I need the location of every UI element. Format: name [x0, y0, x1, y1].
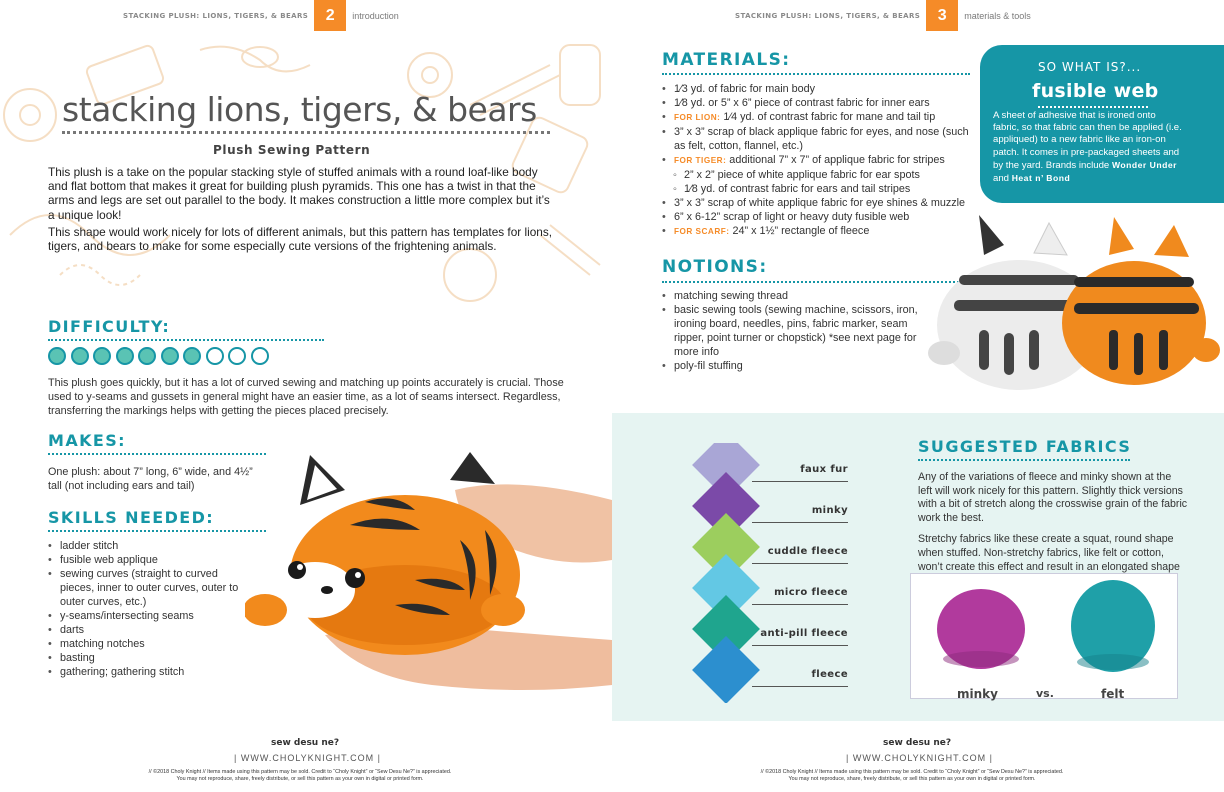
difficulty-circle [48, 347, 66, 365]
difficulty-circle [251, 347, 269, 365]
swatch-label: faux fur [800, 464, 848, 475]
material-tag: FOR TIGER: [674, 156, 727, 165]
callout-description [993, 110, 1183, 185]
difficulty-circle [116, 347, 134, 365]
brand-logo: sew desu ne? [271, 738, 340, 748]
material-item [662, 82, 972, 96]
heading-dotline [48, 453, 266, 455]
material-item [662, 168, 972, 182]
difficulty-circle [161, 347, 179, 365]
stuffing-comparison [910, 573, 1178, 699]
title-underline [62, 131, 550, 134]
skills-list [48, 539, 248, 679]
material-item [662, 153, 972, 168]
material-tag: FOR LION: [674, 113, 721, 122]
skill-item: • fusible web applique [48, 553, 248, 567]
website-url: | WWW.CHOLYKNIGHT.COM | [234, 753, 382, 763]
swatch-leader-line [752, 686, 848, 687]
callout-term: fusible web [1032, 80, 1159, 102]
legal-line: // ©2018 Choly Knight // Items made using this pattern may be sold. Credit to “Choly Knight” or “Sew Desu Ne?” is appreciated. [148, 769, 452, 775]
fabric-swatches [682, 443, 772, 703]
heading-dotline [662, 73, 970, 75]
fabrics-paragraph: Stretchy fabrics like these create a squat, round shape when stuffed. Non-stretchy fabrics, like felt or cotton, won’t create this effect and result in an elongated shape [918, 533, 1180, 573]
material-text: 1⁄8 yd. or 5” x 6” piece of contrast fabric for inner ears [674, 97, 930, 109]
vs-label: vs. [1036, 687, 1054, 700]
callout-question: SO WHAT IS?... [1038, 60, 1142, 74]
series-title: STACKING PLUSH: LIONS, TIGERS, & BEARS [123, 12, 309, 20]
material-text: 1⁄3 yd. of fabric for main body [674, 83, 816, 95]
notions-heading: NOTIONS: [662, 257, 768, 277]
skill-item: • y-seams/intersecting seams [48, 609, 248, 623]
swatch-label: cuddle fleece [767, 546, 848, 557]
notion-item: • basic sewing tools (sewing machine, scissors, iron, ironing board, needles, pins, fabric marker, seam ripper, point turner or chopstick) *see next page for more info [662, 303, 927, 359]
legal-line: // ©2018 Choly Knight // Items made using this pattern may be sold. Credit to “Choly Knight” or “Sew Desu Ne?” is appreciated. [760, 769, 1064, 775]
heading-dotline [918, 459, 1130, 461]
swatch-leader-line [752, 481, 848, 482]
material-text: 1⁄8 yd. of contrast fabric for ears and tail stripes [684, 183, 911, 195]
material-text: 2” x 2” piece of white applique fabric for ear spots [684, 169, 920, 181]
material-item [662, 110, 972, 125]
material-text: additional 7” x 7” of applique fabric for stripes [726, 154, 945, 166]
legal-line: You may not reproduce, share, freely distribute, or sell this pattern as your own in digital or printed form. [176, 776, 424, 782]
page-header [123, 0, 399, 31]
material-tag: FOR SCARF: [674, 227, 730, 236]
brand-name: Wonder Under [1111, 159, 1177, 170]
brand-logo: sew desu ne? [883, 738, 952, 748]
material-item [662, 182, 972, 196]
skill-item: • matching notches [48, 637, 248, 651]
difficulty-circle [71, 347, 89, 365]
felt-label: felt [1101, 687, 1125, 701]
comparison-balls [911, 574, 1179, 700]
swatch-leader-line [752, 645, 848, 646]
makes-text: One plush: about 7” long, 6” wide, and 4½” tall (not including ears and tail) [48, 466, 253, 492]
stacked-plush-photo [924, 205, 1224, 405]
swatch-leader-line [752, 604, 848, 605]
minky-label: minky [957, 687, 998, 701]
materials-heading: MATERIALS: [662, 50, 791, 70]
difficulty-circle [183, 347, 201, 365]
material-text: 3” x 3” scrap of white applique fabric for eye shines & muzzle [674, 197, 966, 209]
right-page [612, 0, 1224, 792]
legal-line: You may not reproduce, share, freely distribute, or sell this pattern as your own in digital or printed form. [788, 776, 1036, 782]
intro-text [48, 165, 558, 256]
heading-dotline [48, 530, 266, 532]
skill-item: • darts [48, 623, 248, 637]
website-url: | WWW.CHOLYKNIGHT.COM | [846, 753, 994, 763]
callout-text: A sheet of adhesive that is ironed onto fabric, so that fabric can then be applied (i.e. appliqued) to a new fabric like an iron-on patch. It comes in pre-packaged sheets and by the yard. Brands include [993, 110, 1182, 171]
fabrics-paragraph: Any of the variations of fleece and minky shown at the left will work nicely for this pattern. Slightly thick versions with a bit of stretch along the crosswise grain of the fabric work the best. [918, 471, 1188, 524]
swatch-label: anti-pill fleece [760, 628, 848, 639]
swatch-leader-line [752, 563, 848, 564]
swatch-label: fleece [811, 669, 848, 680]
series-title: STACKING PLUSH: LIONS, TIGERS, & BEARS [735, 12, 921, 20]
skill-item: • gathering; gathering stitch [48, 665, 248, 679]
material-text: 3” x 3” scrap of black applique fabric for eyes, and nose (such as felt, cotton, flannel, etc.) [674, 126, 969, 152]
page-number: 3 [926, 0, 958, 31]
skills-heading: SKILLS NEEDED: [48, 508, 215, 527]
legal-notice [692, 769, 1132, 783]
material-text: 1⁄4 yd. of contrast fabric for mane and tail tip [720, 111, 936, 123]
difficulty-circle [206, 347, 224, 365]
difficulty-heading: DIFFICULTY: [48, 317, 171, 336]
makes-heading: MAKES: [48, 431, 126, 450]
page-number: 2 [314, 0, 346, 31]
callout-dotline [1038, 106, 1148, 108]
section-name: introduction [352, 11, 399, 21]
heading-dotline [48, 339, 324, 341]
difficulty-circle [228, 347, 246, 365]
material-item [662, 96, 972, 110]
so-what-is-callout [980, 45, 1224, 203]
callout-text: and [993, 173, 1012, 185]
notion-item: • matching sewing thread [662, 289, 927, 303]
swatch-label: micro fleece [774, 587, 848, 598]
difficulty-circle [93, 347, 111, 365]
material-text: 6” x 6-12” scrap of light or heavy duty fusible web [674, 211, 910, 223]
pattern-title: stacking lions, tigers, & bears [62, 90, 537, 129]
material-text: 24” x 1½” rectangle of fleece [729, 225, 870, 237]
tiger-plush-photo [245, 430, 612, 700]
suggested-fabrics-panel [612, 413, 1224, 721]
pattern-subtitle: Plush Sewing Pattern [213, 143, 371, 157]
skill-item: • sewing curves (straight to curved pieces, inner to outer curves, outer to outer curves, etc.) [48, 567, 248, 609]
intro-paragraph: This shape would work nicely for lots of different animals, but this pattern has templates for lions, tigers, and bears to make for some especially cute versions of the frightening animals. [48, 224, 553, 254]
section-name: materials & tools [964, 11, 1031, 21]
swatch-label: minky [811, 505, 848, 516]
legal-notice [80, 769, 520, 783]
notions-list [662, 289, 927, 373]
intro-paragraph: This plush is a take on the popular stacking style of stuffed animals with a round loaf-like body and flat bottom that makes it great for building plush pyramids. This one has a twist in that the arms and legs are set out parallel to the body. It makes construction a little more complex but it’s a unique look! [48, 165, 550, 222]
suggested-fabrics-heading: SUGGESTED FABRICS [918, 437, 1132, 456]
swatch-leader-line [752, 522, 848, 523]
brand-name: Heat n’ Bond [1011, 173, 1071, 184]
skill-item: • ladder stitch [48, 539, 248, 553]
notion-item: • poly-fil stuffing [662, 359, 927, 373]
skill-item: • basting [48, 651, 248, 665]
difficulty-text: This plush goes quickly, but it has a lot of curved sewing and matching up points accurately is crucial. Those used to y-seams and gussets in general might have an easier time, as a lot of seams intersect. Regardless, transferring the markings helps with getting the pieces placed precisely. [48, 377, 564, 417]
material-item [662, 125, 972, 153]
page-header [735, 0, 1031, 31]
difficulty-circle [138, 347, 156, 365]
difficulty-rating [48, 347, 269, 365]
